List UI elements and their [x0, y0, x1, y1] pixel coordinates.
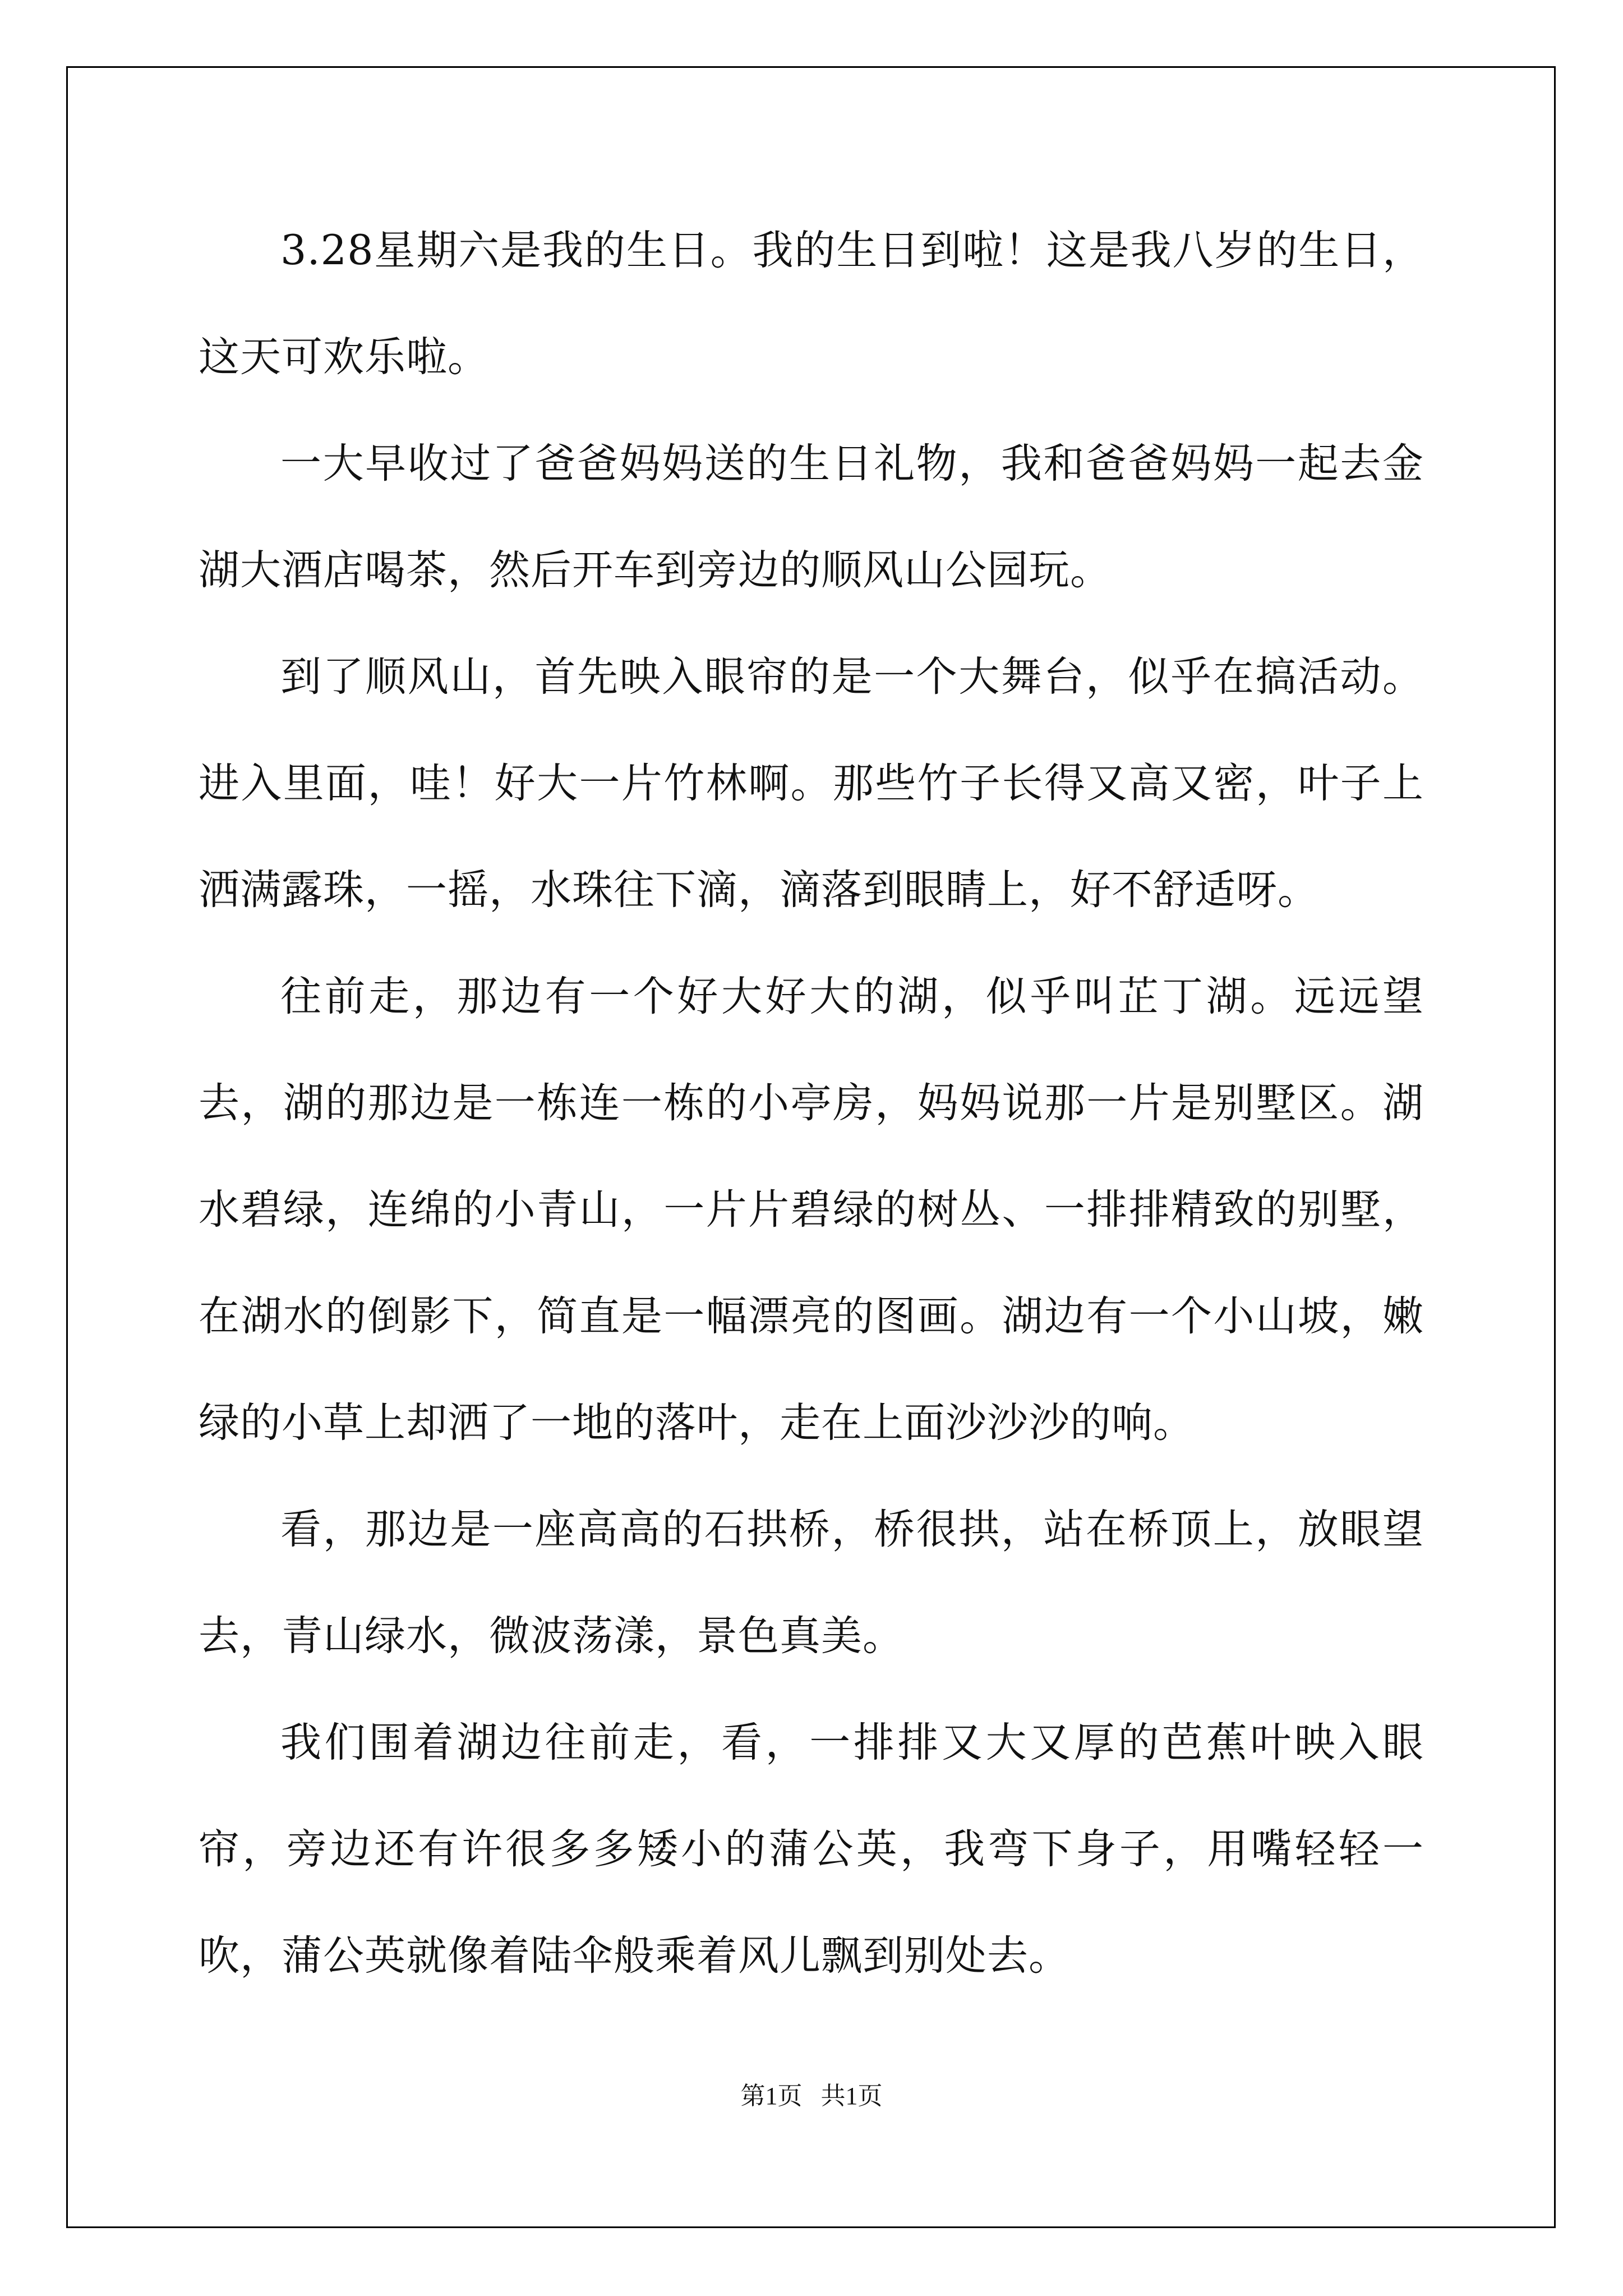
paragraph: 3.28星期六是我的生日。我的生日到啦！这是我八岁的生日，这天可欢乐啦。 [199, 227, 1424, 381]
paragraph: 到了顺风山，首先映入眼帘的是一个大舞台，似乎在搞活动。进入里面，哇！好大一片竹林啊。那些竹子长得又高又密，叶子上洒满露珠，一摇，水珠往下滴，滴落到眼睛上，好不舒适呀。 [199, 653, 1424, 914]
page-footer [0, 2076, 1623, 2111]
paragraph: 我们围着湖边往前走，看，一排排又大又厚的芭蕉叶映入眼帘，旁边还有许很多多矮小的蒲公英，我弯下身子，用嘴轻轻一吹，蒲公英就像着陆伞般乘着风儿飘到别处去。 [199, 1719, 1424, 1980]
page-number-current: 第1页 [740, 2082, 803, 2110]
paragraph: 往前走，那边有一个好大好大的湖，似乎叫芷丁湖。远远望去，湖的那边是一栋连一栋的小亭房，妈妈说那一片是别墅区。湖水碧绿，连绵的小青山，一片片碧绿的树丛、一排排精致的别墅，在湖水的倒影下，简直是一幅漂亮的图画。湖边有一个小山坡，嫩绿的小草上却洒了一地的落叶，走在上面沙沙沙的响。 [199, 973, 1424, 1447]
paragraph: 一大早收过了爸爸妈妈送的生日礼物，我和爸爸妈妈一起去金湖大酒店喝茶，然后开车到旁边的顺风山公园玩。 [199, 440, 1424, 594]
page-number-total: 共1页 [820, 2082, 883, 2110]
document-body [199, 197, 1424, 2009]
footer-spacer [803, 2082, 821, 2110]
paragraph: 看，那边是一座高高的石拱桥，桥很拱，站在桥顶上，放眼望去，青山绿水，微波荡漾，景色真美。 [199, 1506, 1424, 1660]
